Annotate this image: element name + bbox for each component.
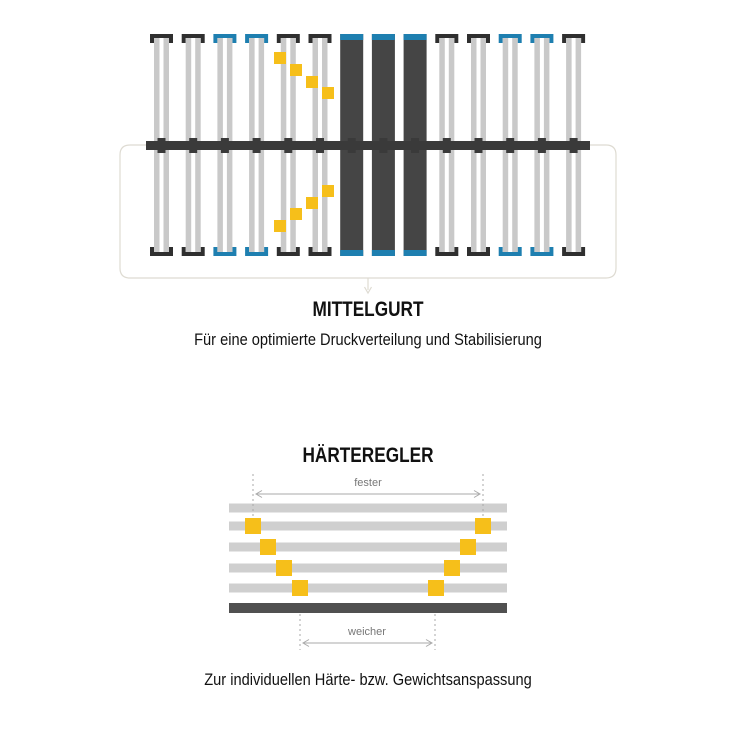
- belt-clip: [379, 138, 387, 153]
- frame-outline-line: [120, 145, 616, 278]
- slat-end-cap: [499, 247, 522, 256]
- label-weicher: weicher: [348, 626, 386, 638]
- hardness-regulator: [290, 208, 302, 220]
- middle-belt: [146, 138, 590, 153]
- slat-end-cap: [372, 250, 395, 256]
- slat-end-cap: [467, 34, 490, 43]
- slat-bar: [229, 522, 507, 531]
- hardness-regulator: [260, 539, 276, 555]
- belt-clip: [253, 138, 261, 153]
- slat-end-cap: [245, 34, 268, 43]
- belt-clip: [221, 138, 229, 153]
- hardness-regulator: [274, 52, 286, 64]
- slat-bar: [229, 504, 507, 513]
- slat-end-cap: [213, 34, 236, 43]
- slat-end-cap: [150, 34, 173, 43]
- slat-end-cap: [213, 247, 236, 256]
- belt-clip: [475, 138, 483, 153]
- hardness-regulator: [444, 560, 460, 576]
- hardness-regulator: [460, 539, 476, 555]
- slat-end-cap: [245, 247, 268, 256]
- slat-end-cap: [372, 34, 395, 40]
- mittelgurt-title: MITTELGURT: [312, 298, 424, 321]
- hardness-regulator-diagram: [229, 474, 507, 650]
- hardness-regulator: [322, 185, 334, 197]
- belt-clip: [411, 138, 419, 153]
- hardness-regulator: [306, 76, 318, 88]
- hardness-regulator: [245, 518, 261, 534]
- hardness-regulator: [428, 580, 444, 596]
- slat-end-cap: [309, 247, 332, 256]
- slat-end-cap: [404, 250, 427, 256]
- base-bar: [229, 603, 507, 613]
- slat-end-cap: [309, 34, 332, 43]
- hardness-regulator: [290, 64, 302, 76]
- belt-clip: [316, 138, 324, 153]
- belt-clip: [158, 138, 166, 153]
- slat-end-cap: [435, 247, 458, 256]
- belt-clip: [570, 138, 578, 153]
- slat-end-cap: [340, 34, 363, 40]
- belt-clip: [284, 138, 292, 153]
- hardness-regulator: [322, 87, 334, 99]
- hardness-regulator: [276, 560, 292, 576]
- slat-end-cap: [150, 247, 173, 256]
- slat-end-cap: [435, 34, 458, 43]
- slat-end-cap: [277, 247, 300, 256]
- slat-bar: [229, 564, 507, 573]
- slat-end-cap: [530, 34, 553, 43]
- belt-clip: [189, 138, 197, 153]
- dimension-fester: [256, 491, 480, 498]
- haerteregler-description: Zur individuellen Härte- bzw. Gewichtsanspassung: [204, 670, 532, 689]
- belt-clip: [443, 138, 451, 153]
- slat-bar: [229, 584, 507, 593]
- mittelgurt-frame-outline: [120, 145, 616, 293]
- slat-end-cap: [562, 247, 585, 256]
- label-fester: fester: [354, 477, 382, 489]
- middle-belt-bar: [146, 141, 590, 150]
- hardness-regulator: [306, 197, 318, 209]
- slat-end-cap: [562, 34, 585, 43]
- belt-clip: [538, 138, 546, 153]
- belt-clip: [506, 138, 514, 153]
- haerteregler-title: HÄRTEREGLER: [302, 444, 434, 467]
- slat-end-cap: [467, 247, 490, 256]
- slat-end-cap: [277, 34, 300, 43]
- slat-end-cap: [182, 34, 205, 43]
- slat-end-cap: [340, 250, 363, 256]
- mittelgurt-description: Für eine optimierte Druckverteilung und Stabilisierung: [194, 330, 542, 349]
- hardness-regulator: [274, 220, 286, 232]
- slat-end-cap: [530, 247, 553, 256]
- belt-clip: [348, 138, 356, 153]
- hardness-regulator: [475, 518, 491, 534]
- dimension-weicher: [303, 640, 432, 647]
- slat-end-cap: [499, 34, 522, 43]
- slat-end-cap: [404, 34, 427, 40]
- hardness-regulator: [292, 580, 308, 596]
- slat-end-cap: [182, 247, 205, 256]
